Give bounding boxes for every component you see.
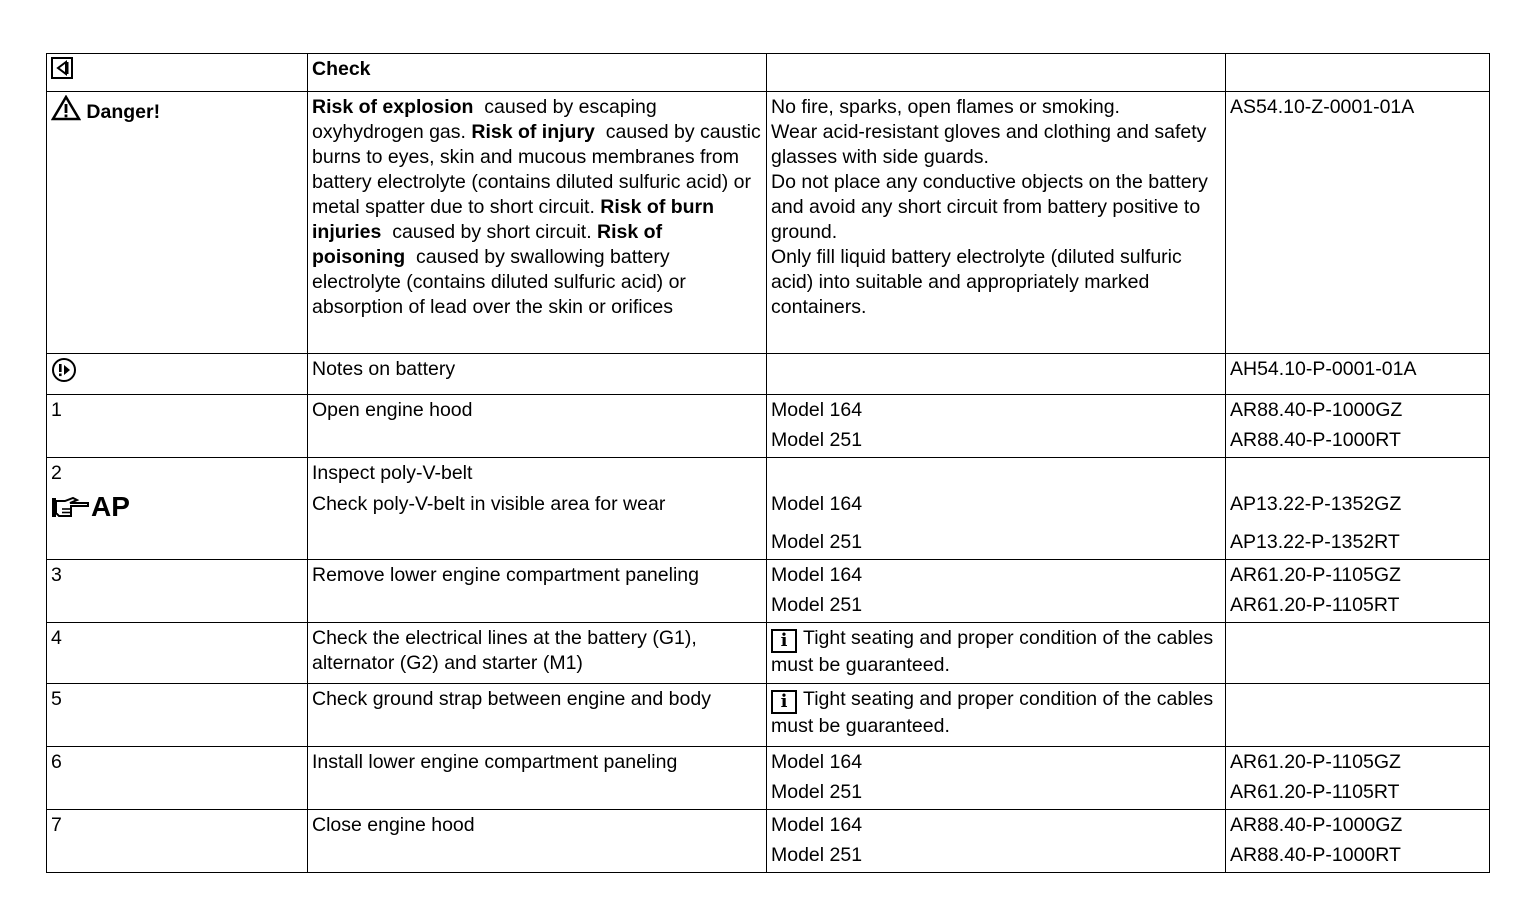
step-refs (1226, 458, 1490, 560)
notes-text: Notes on battery (312, 358, 456, 380)
ref-link[interactable]: AR88.40-P-1000GZ (1230, 399, 1403, 421)
model-label: Model 251 (771, 594, 863, 616)
ref-link[interactable]: AR61.20-P-1105RT (1230, 594, 1400, 616)
step-refs-empty (1226, 623, 1490, 684)
header-title: Check (308, 54, 767, 92)
step-note-cell (767, 684, 1226, 747)
step-note-cell (767, 623, 1226, 684)
hazard-explosion-title: Risk of explosion (312, 96, 474, 118)
model-label: Model 164 (771, 399, 863, 421)
procedure-table (46, 53, 1490, 873)
step-number-cell (47, 458, 308, 560)
step-title: Inspect poly-V-belt (312, 462, 473, 484)
notes-text-cell (308, 354, 767, 395)
danger-label-wrap (51, 101, 160, 123)
step-number: 1 (47, 395, 308, 458)
step-refs (1226, 810, 1490, 873)
model-label: Model 164 (771, 493, 863, 515)
ref-link[interactable]: AR61.20-P-1105GZ (1230, 564, 1401, 586)
step-number: 2 (51, 462, 62, 484)
notes-ref-link[interactable]: AH54.10-P-0001-01A (1230, 358, 1417, 380)
ref-link[interactable]: AP13.22-P-1352RT (1230, 531, 1400, 553)
step-text-cell (308, 458, 767, 560)
step-row-6 (47, 747, 1490, 810)
notes-empty (767, 354, 1226, 395)
warning-triangle-icon (51, 95, 81, 121)
step-number: 4 (47, 623, 308, 684)
model-label: Model 251 (771, 531, 863, 553)
measure-no-fire: No fire, sparks, open flames or smoking. (771, 96, 1120, 118)
danger-hazard-cell (308, 92, 767, 354)
hazard-injury-title: Risk of injury (471, 121, 595, 143)
hazard-injury-text: caused by caustic burns to eyes, skin and mucous membranes from battery electrolyte (contains diluted sulfuric acid) or metal spatter due to short circuit. (312, 121, 761, 218)
spacer (771, 461, 1221, 486)
danger-label: Danger! (86, 101, 161, 123)
step-text: Check the electrical lines at the battery (G1), alternator (G2) and starter (M1) (308, 623, 767, 684)
step-models (767, 395, 1226, 458)
measure-protective-wear: Wear acid-resistant gloves and clothing and safety glasses with side guards. (771, 121, 1207, 168)
info-icon: i (771, 629, 797, 653)
hazard-poisoning-text: caused by swallowing battery electrolyte (contains diluted sulfuric acid) or absorption of lead over the skin or orifices (312, 246, 686, 318)
step-row-7 (47, 810, 1490, 873)
notes-circle-icon (51, 357, 77, 383)
header-empty-4 (1226, 54, 1490, 92)
back-arrow-box-icon (51, 57, 73, 79)
step-text: Check poly-V-belt in visible area for wear (312, 493, 666, 515)
ref-link[interactable]: AR61.20-P-1105RT (1230, 781, 1400, 803)
ref-link[interactable]: AR88.40-P-1000GZ (1230, 814, 1403, 836)
measure-no-short-circuit: Do not place any conductive objects on the battery and avoid any short circuit from battery positive to ground. (771, 171, 1208, 243)
step-refs (1226, 395, 1490, 458)
info-icon: i (771, 690, 797, 714)
hazard-burn-title: Risk of burn injuries (312, 196, 715, 243)
step-number: 6 (47, 747, 308, 810)
danger-measures-cell (767, 92, 1226, 354)
danger-ref-cell (1226, 92, 1490, 354)
step-models (767, 560, 1226, 623)
ap-label: AP (91, 491, 130, 522)
notes-icon-cell (47, 354, 308, 395)
step-number: 7 (47, 810, 308, 873)
header-row (47, 54, 1490, 92)
danger-ref-link[interactable]: AS54.10-Z-0001-01A (1230, 96, 1415, 118)
step-row-4 (47, 623, 1490, 684)
hazard-poisoning-title: Risk of poisoning (312, 221, 663, 268)
step-text: Check ground strap between engine and body (308, 684, 767, 747)
measure-fill-containers: Only fill liquid battery electrolyte (diluted sulfuric acid) into suitable and appropriately marked containers. (771, 246, 1182, 318)
spacer (1230, 461, 1485, 486)
model-label: Model 164 (771, 751, 863, 773)
danger-label-cell (47, 92, 308, 354)
step-row-1 (47, 395, 1490, 458)
hazard-burn-text: caused by short circuit. (392, 221, 592, 243)
pointing-hand-icon (51, 495, 91, 519)
step-number: 3 (47, 560, 308, 623)
ref-link[interactable]: AR88.40-P-1000RT (1230, 429, 1401, 451)
notes-ref-cell (1226, 354, 1490, 395)
step-note: Tight seating and proper condition of the cables must be guaranteed. (771, 688, 1214, 737)
step-row-3 (47, 560, 1490, 623)
header-icon-cell (47, 54, 308, 92)
step-refs (1226, 747, 1490, 810)
step-text: Remove lower engine compartment paneling (308, 560, 767, 623)
model-label: Model 251 (771, 844, 863, 866)
step-text: Close engine hood (308, 810, 767, 873)
model-label: Model 251 (771, 781, 863, 803)
step-models (767, 810, 1226, 873)
danger-row (47, 92, 1490, 354)
step-text: Open engine hood (308, 395, 767, 458)
model-label: Model 164 (771, 814, 863, 836)
step-refs-empty (1226, 684, 1490, 747)
step-row-5 (47, 684, 1490, 747)
step-refs (1226, 560, 1490, 623)
hazard-explosion-text: caused by escaping oxyhydrogen gas. (312, 96, 657, 143)
step-models (767, 747, 1226, 810)
ref-link[interactable]: AR88.40-P-1000RT (1230, 844, 1401, 866)
ref-link[interactable]: AP13.22-P-1352GZ (1230, 493, 1402, 515)
step-text: Install lower engine compartment paneling (308, 747, 767, 810)
step-number: 5 (47, 684, 308, 747)
header-empty-3 (767, 54, 1226, 92)
ref-link[interactable]: AR61.20-P-1105GZ (1230, 751, 1401, 773)
notes-row (47, 354, 1490, 395)
model-label: Model 164 (771, 564, 863, 586)
ap-marker (51, 492, 303, 522)
step-row-2 (47, 458, 1490, 560)
model-label: Model 251 (771, 429, 863, 451)
step-models (767, 458, 1226, 560)
step-note: Tight seating and proper condition of the cables must be guaranteed. (771, 627, 1214, 676)
